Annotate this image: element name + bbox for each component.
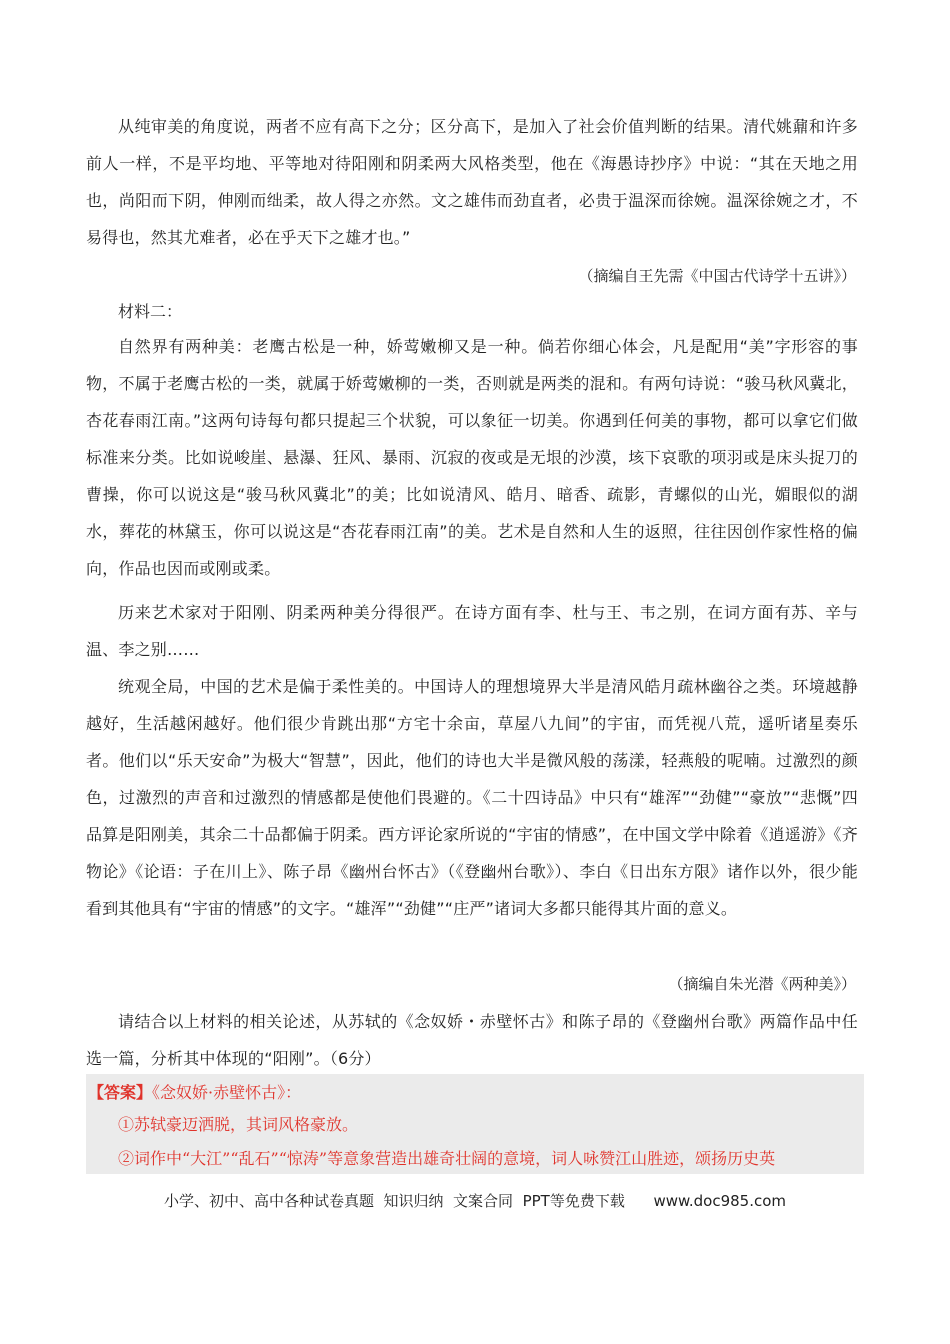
answer-heading (88, 1080, 301, 1106)
answer-tag: 【答案】 (88, 1083, 153, 1102)
answer-point-2: ②词作中“大江”“乱石”“惊涛”等意象营造出雄奇壮阔的意境，词人咏赞江山胜迹，颂扬历史英 (118, 1149, 776, 1168)
material1-paragraph: 从纯审美的角度说，两者不应有高下之分；区分高下，是加入了社会价值判断的结果。清代姚鼐和许多前人一样，不是平均地、平等地对待阳刚和阴柔两大风格类型，他在《海愚诗抄序》中说：“其在天地之用也，尚阳而下阴，伸刚而绌柔，故人得之亦然。文之雄伟而劲直者，必贵于温深而徐婉。温深徐婉之才，不易得也，然其尤难者，必在乎天下之雄才也。” (86, 117, 858, 247)
material2-paragraph-1: 自然界有两种美：老鹰古松是一种，娇莺嫩柳又是一种。倘若你细心体会，凡是配用“美”字形容的事物，不属于老鹰古松的一类，就属于娇莺嫩柳的一类，否则就是两类的混和。有两句诗说：“骏马秋风冀北，杏花春雨江南。”这两句诗每句都只提起三个状貌，可以象征一切美。你遇到任何美的事物，都可以拿它们做标准来分类。比如说峻崖、悬瀑、狂风、暴雨、沉寂的夜或是无垠的沙漠，垓下哀歌的项羽或是床头捉刀的曹操，你可以说这是“骏马秋风冀北”的美；比如说清风、皓月、暗香、疏影，青螺似的山光，媚眼似的湖水，葬花的林黛玉，你可以说这是“杏花春雨江南”的美。艺术是自然和人生的返照，往往因创作家性格的偏向，作品也因而或刚或柔。 (86, 337, 858, 578)
material1-source: （摘编自王先需《中国古代诗学十五讲》） (578, 267, 856, 285)
material2-label: 材料二： (118, 302, 183, 321)
answer-box (86, 1074, 864, 1174)
material2-source: （摘编自朱光潜《两种美》） (668, 975, 856, 993)
page-footer: 小学、初中、高中各种试卷真题 知识归纳 文案合同 PPT等免费下载 www.doc985.com (163, 1192, 787, 1210)
answer-title: 《念奴娇·赤壁怀古》： (152, 1083, 302, 1102)
answer-point-1: ①苏轼豪迈洒脱，其词风格豪放。 (118, 1115, 359, 1134)
material2-paragraph-3: 统观全局，中国的艺术是偏于柔性美的。中国诗人的理想境界大半是清风皓月疏林幽谷之类。环境越静越好，生活越闲越好。他们很少肯跳出那“方宅十余亩，草屋八九间”的宇宙，而凭视八荒，遥听诸星奏乐者。他们以“乐天安命”为极大“智慧”，因此，他们的诗也大半是微风般的荡漾，轻燕般的呢喃。过激烈的颜色，过激烈的声音和过激烈的情感都是使他们畏避的。《二十四诗品》中只有“雄浑”“劲健”“豪放”“悲慨”四品算是阳刚美，其余二十品都偏于阴柔。西方评论家所说的“宇宙的情感”，在中国文学中除着《逍遥游》《齐物论》《论语：子在川上》、陈子昂《幽州台怀古》（《登幽州台歌》）、李白《日出东方限》诸作以外，很少能看到其他具有“宇宙的情感”的文字。“雄浑”“劲健”“庄严”诸词大多都只能得其片面的意义。 (86, 677, 858, 918)
material2-paragraph-2: 历来艺术家对于阳刚、阴柔两种美分得很严。在诗方面有李、杜与王、韦之别，在词方面有苏、辛与温、李之别…… (86, 603, 858, 659)
question-text: 请结合以上材料的相关论述，从苏轼的《念奴娇・赤壁怀古》和陈子昂的《登幽州台歌》两篇作品中任选一篇，分析其中体现的“阳刚”。（6分） (86, 1012, 858, 1068)
